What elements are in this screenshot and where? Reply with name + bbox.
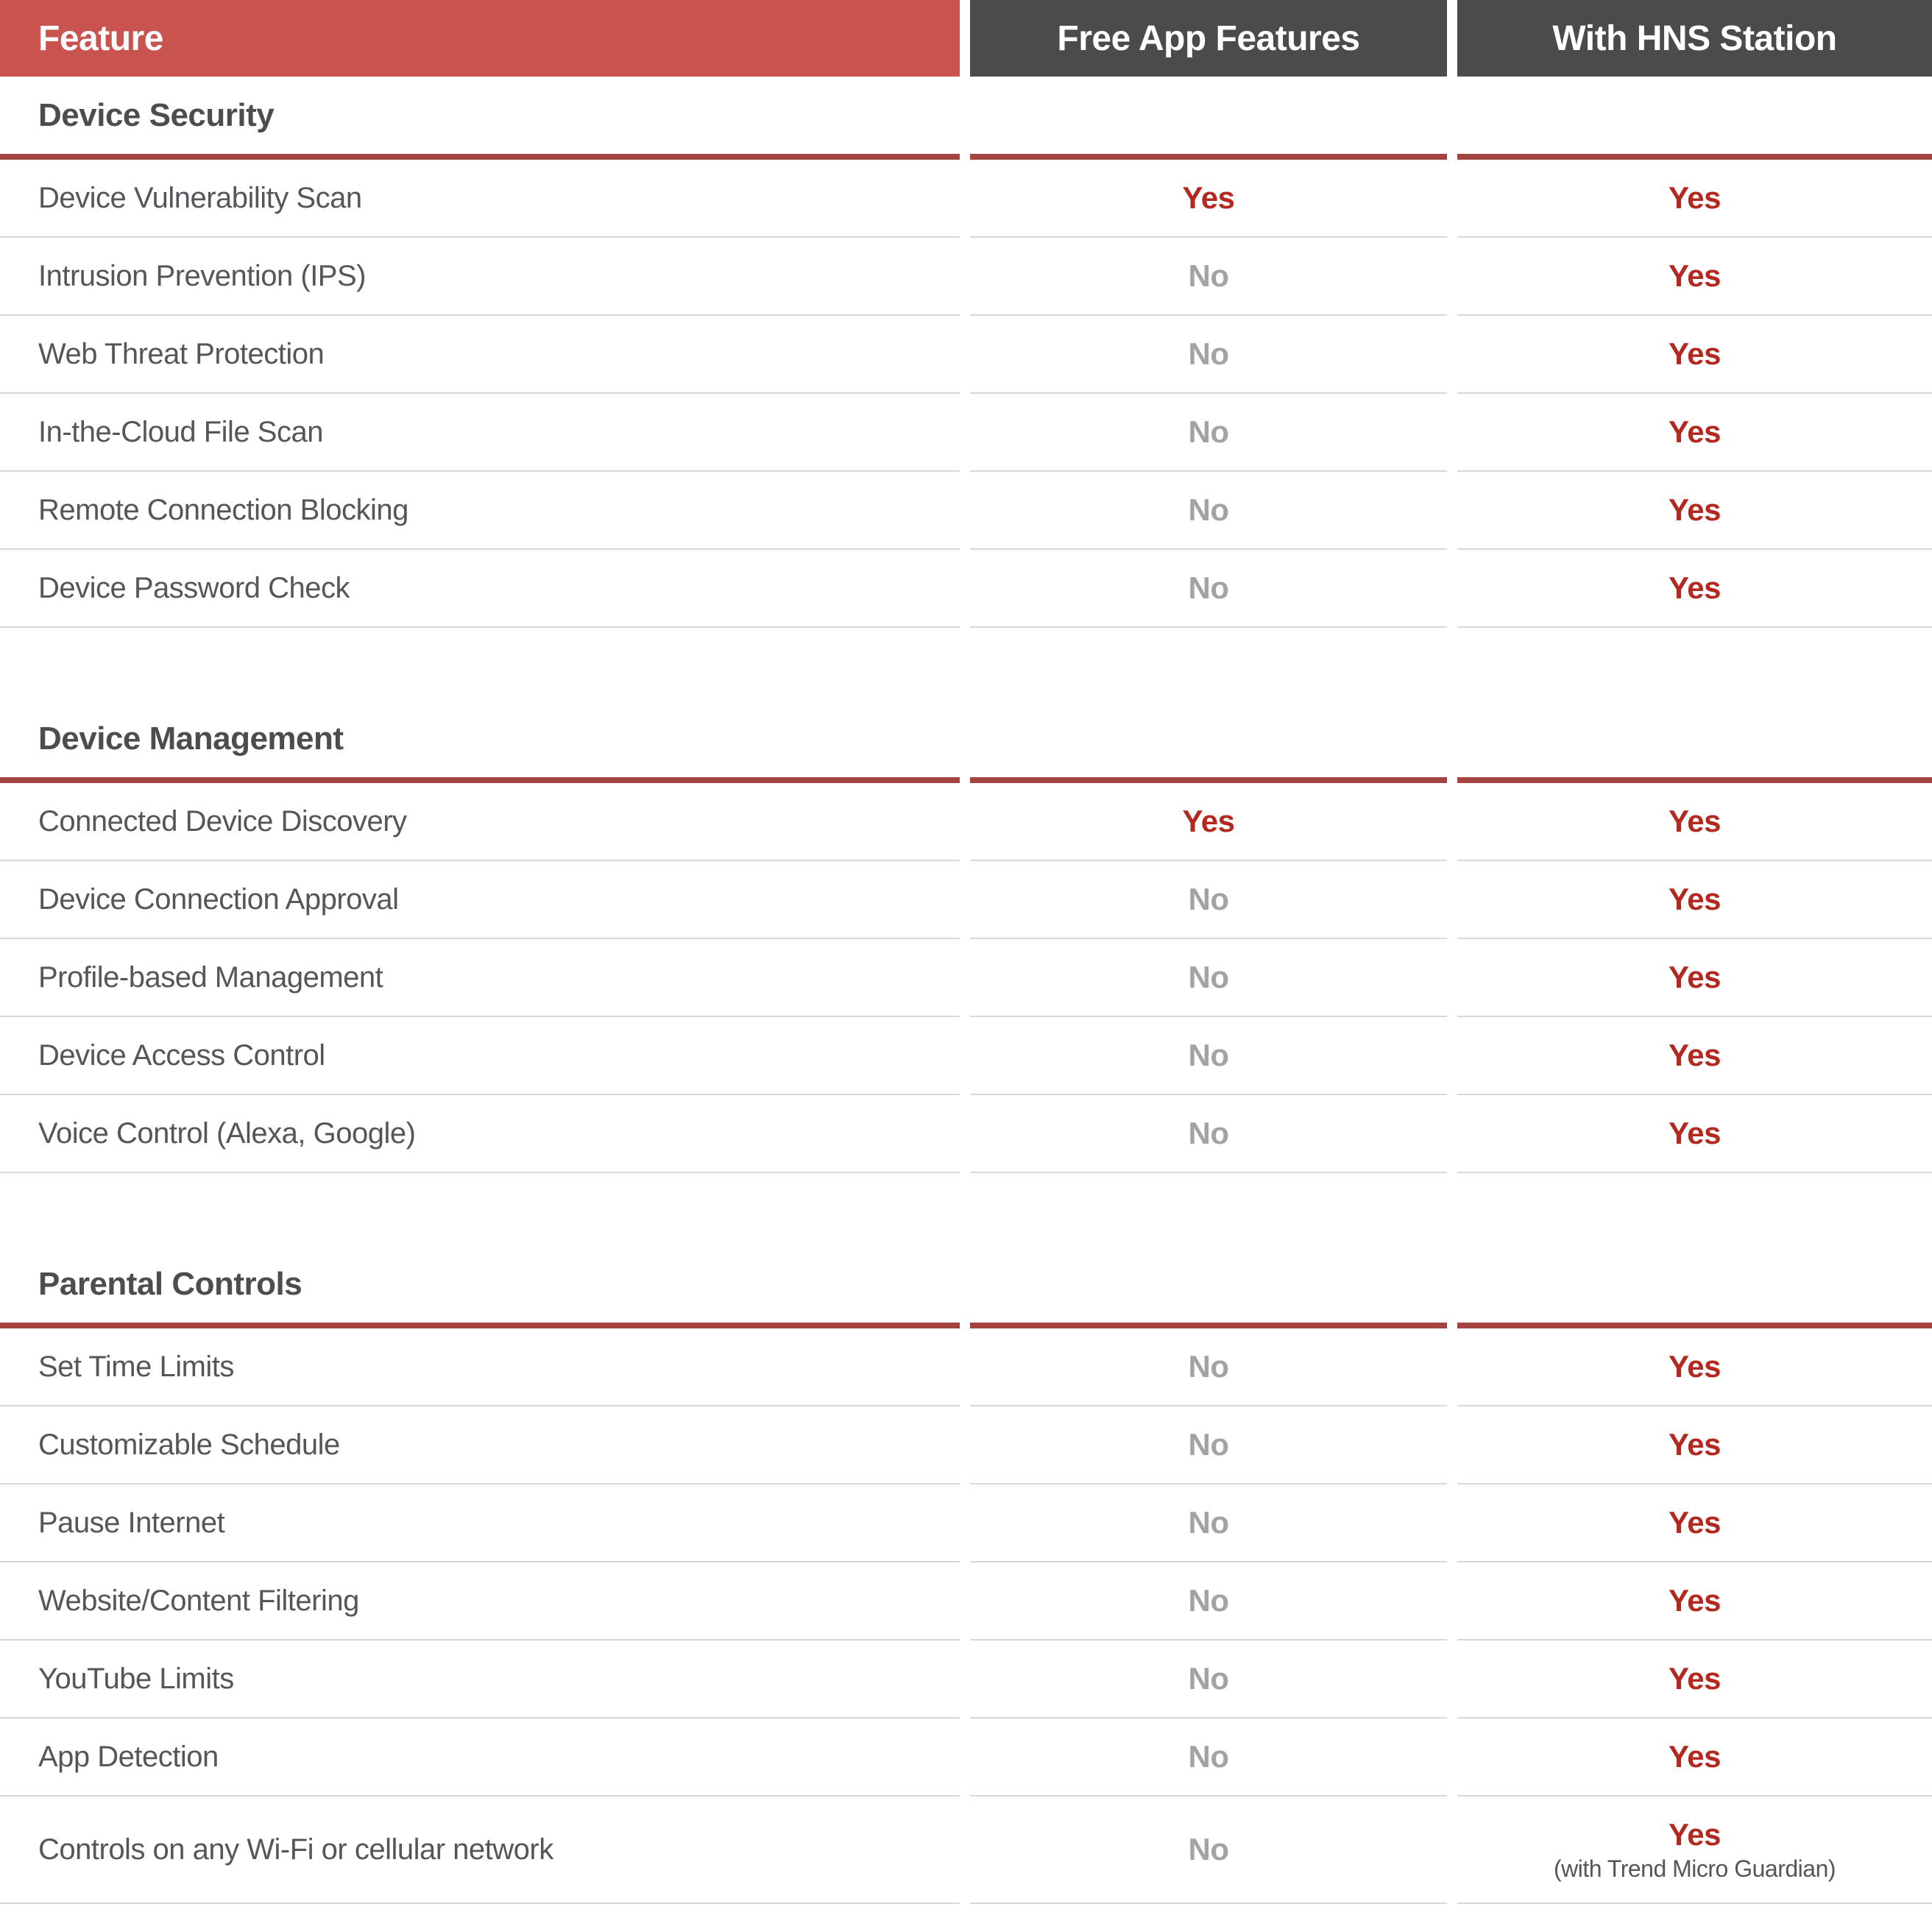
free-value: No: [1188, 1349, 1229, 1384]
hns-value: Yes: [1669, 492, 1721, 527]
feature-cell: [0, 472, 960, 550]
section-rows: [0, 783, 1932, 1173]
hns-value: Yes: [1669, 882, 1721, 916]
hns-value: Yes: [1669, 1349, 1721, 1384]
section-divider-segment: [970, 1323, 1447, 1328]
section-rows: [0, 1328, 1932, 1904]
free-value: No: [1188, 1661, 1229, 1696]
free-value-cell: [970, 939, 1447, 1017]
hns-value: Yes: [1669, 570, 1721, 605]
feature-label: Pause Internet: [38, 1506, 225, 1539]
feature-label: Device Access Control: [38, 1038, 325, 1072]
free-value-cell: [970, 238, 1447, 316]
section-title: Parental Controls: [38, 1265, 302, 1302]
free-value: No: [1188, 414, 1229, 449]
feature-cell: [0, 1562, 960, 1640]
feature-label: Profile-based Management: [38, 960, 383, 994]
hns-value-cell: [1457, 1562, 1932, 1640]
section-title-row: [0, 1245, 1932, 1323]
feature-cell: [0, 1484, 960, 1562]
table-row: [0, 1017, 1932, 1095]
section-divider: [0, 154, 1932, 160]
free-value: No: [1188, 336, 1229, 371]
hns-value-cell: [1457, 1406, 1932, 1484]
hns-value-cell: [1457, 238, 1932, 316]
free-value-cell: [970, 1406, 1447, 1484]
hns-value: Yes: [1669, 1038, 1721, 1072]
feature-label: App Detection: [38, 1740, 219, 1773]
feature-cell: [0, 394, 960, 472]
free-value: Yes: [1182, 804, 1235, 838]
hns-value-cell: [1457, 1017, 1932, 1095]
feature-cell: [0, 861, 960, 939]
free-value-cell: [970, 1797, 1447, 1904]
section-divider-segment: [970, 154, 1447, 160]
hns-value-cell: [1457, 1484, 1932, 1562]
column-header-feature: [0, 0, 960, 77]
feature-cell: [0, 1797, 960, 1904]
table-row: [0, 1797, 1932, 1904]
free-value-cell: [970, 472, 1447, 550]
feature-cell: [0, 1017, 960, 1095]
table-row: [0, 1406, 1932, 1484]
hns-value-cell: [1457, 550, 1932, 628]
column-header-feature-label: Feature: [38, 18, 163, 58]
table-row: [0, 550, 1932, 628]
hns-value: Yes: [1669, 1505, 1721, 1540]
free-value: No: [1188, 960, 1229, 994]
hns-value-note: (with Trend Micro Guardian): [1553, 1855, 1836, 1882]
section-divider-segment: [1457, 1323, 1932, 1328]
hns-value: Yes: [1669, 1583, 1721, 1618]
free-value-cell: [970, 1017, 1447, 1095]
table-section: [0, 1245, 1932, 1904]
feature-label: Intrusion Prevention (IPS): [38, 259, 366, 292]
section-divider-segment: [0, 154, 960, 160]
section-divider: [0, 777, 1932, 783]
free-value-cell: [970, 1562, 1447, 1640]
free-value-cell: [970, 861, 1447, 939]
column-header-hns-station-label: With HNS Station: [1552, 18, 1837, 58]
column-header-free-app: [970, 0, 1447, 77]
feature-label: Device Password Check: [38, 571, 350, 604]
feature-label: Web Threat Protection: [38, 337, 325, 370]
feature-label: Connected Device Discovery: [38, 804, 407, 838]
hns-value-cell: [1457, 861, 1932, 939]
free-value: Yes: [1182, 180, 1235, 215]
hns-value: Yes: [1669, 804, 1721, 838]
feature-label: In-the-Cloud File Scan: [38, 415, 323, 448]
free-value-cell: [970, 550, 1447, 628]
feature-label: Device Vulnerability Scan: [38, 181, 362, 214]
section-divider-segment: [0, 777, 960, 783]
table-section: [0, 77, 1932, 628]
free-value: No: [1188, 570, 1229, 605]
table-section: [0, 700, 1932, 1173]
table-row: [0, 939, 1932, 1017]
feature-label: Device Connection Approval: [38, 882, 399, 916]
feature-cell: [0, 316, 960, 394]
feature-label: Set Time Limits: [38, 1350, 234, 1383]
section-divider-segment: [970, 777, 1447, 783]
section-divider-segment: [1457, 777, 1932, 783]
table-row: [0, 1484, 1932, 1562]
section-title-row: [0, 77, 1932, 154]
feature-cell: [0, 160, 960, 238]
free-value: No: [1188, 882, 1229, 916]
hns-value-cell: [1457, 939, 1932, 1017]
free-value-cell: [970, 783, 1447, 861]
feature-label: YouTube Limits: [38, 1662, 234, 1695]
table-row: [0, 1719, 1932, 1797]
feature-label: Remote Connection Blocking: [38, 493, 408, 526]
hns-value-cell: [1457, 160, 1932, 238]
hns-value-cell: [1457, 1797, 1932, 1904]
table-row: [0, 1562, 1932, 1640]
table-body: [0, 77, 1932, 1904]
hns-value: Yes: [1669, 1116, 1721, 1150]
hns-value-cell: [1457, 394, 1932, 472]
free-value: No: [1188, 492, 1229, 527]
hns-value-cell: [1457, 472, 1932, 550]
table-row: [0, 394, 1932, 472]
free-value-cell: [970, 1328, 1447, 1406]
hns-value-cell: [1457, 783, 1932, 861]
feature-label: Website/Content Filtering: [38, 1584, 359, 1617]
section-title: Device Security: [38, 96, 275, 133]
feature-cell: [0, 550, 960, 628]
feature-cell: [0, 783, 960, 861]
hns-value: Yes: [1669, 1739, 1721, 1774]
free-value-cell: [970, 1095, 1447, 1173]
feature-cell: [0, 238, 960, 316]
section-divider-segment: [1457, 154, 1932, 160]
free-value: No: [1188, 1427, 1229, 1462]
free-value: No: [1188, 258, 1229, 293]
feature-label: Voice Control (Alexa, Google): [38, 1116, 416, 1150]
section-divider: [0, 1323, 1932, 1328]
free-value: No: [1188, 1038, 1229, 1072]
free-value-cell: [970, 1719, 1447, 1797]
table-row: [0, 861, 1932, 939]
free-value: No: [1188, 1116, 1229, 1150]
table-row: [0, 472, 1932, 550]
hns-value: Yes: [1669, 960, 1721, 994]
feature-cell: [0, 1719, 960, 1797]
hns-value-cell: [1457, 1640, 1932, 1719]
section-title: Device Management: [38, 720, 344, 757]
feature-cell: [0, 1095, 960, 1173]
free-value-cell: [970, 1484, 1447, 1562]
table-row: [0, 1640, 1932, 1719]
hns-value: Yes: [1669, 1816, 1721, 1852]
hns-value-cell: [1457, 316, 1932, 394]
table-row: [0, 160, 1932, 238]
free-value-cell: [970, 1640, 1447, 1719]
table-row: [0, 783, 1932, 861]
hns-value-cell: [1457, 1328, 1932, 1406]
free-value-cell: [970, 160, 1447, 238]
free-value-cell: [970, 394, 1447, 472]
feature-cell: [0, 1328, 960, 1406]
hns-value-cell: [1457, 1095, 1932, 1173]
column-header-free-app-label: Free App Features: [1057, 18, 1360, 58]
table-row: [0, 1095, 1932, 1173]
free-value: No: [1188, 1583, 1229, 1618]
hns-value: Yes: [1669, 1427, 1721, 1462]
table-row: [0, 316, 1932, 394]
feature-label: Customizable Schedule: [38, 1428, 340, 1461]
section-title-row: [0, 700, 1932, 777]
feature-label: Controls on any Wi-Fi or cellular network: [38, 1833, 553, 1866]
feature-cell: [0, 1406, 960, 1484]
table-row: [0, 1328, 1932, 1406]
hns-value: Yes: [1669, 258, 1721, 293]
free-value: No: [1188, 1505, 1229, 1540]
column-header-hns-station: [1457, 0, 1932, 77]
free-value-cell: [970, 316, 1447, 394]
feature-cell: [0, 939, 960, 1017]
table-row: [0, 238, 1932, 316]
free-value: No: [1188, 1832, 1229, 1866]
hns-value: Yes: [1669, 336, 1721, 371]
section-divider-segment: [0, 1323, 960, 1328]
hns-value: Yes: [1669, 414, 1721, 449]
hns-value: Yes: [1669, 180, 1721, 215]
table-header: [0, 0, 1932, 77]
feature-cell: [0, 1640, 960, 1719]
hns-value-cell: [1457, 1719, 1932, 1797]
hns-value: Yes: [1669, 1661, 1721, 1696]
section-rows: [0, 160, 1932, 628]
free-value: No: [1188, 1739, 1229, 1774]
